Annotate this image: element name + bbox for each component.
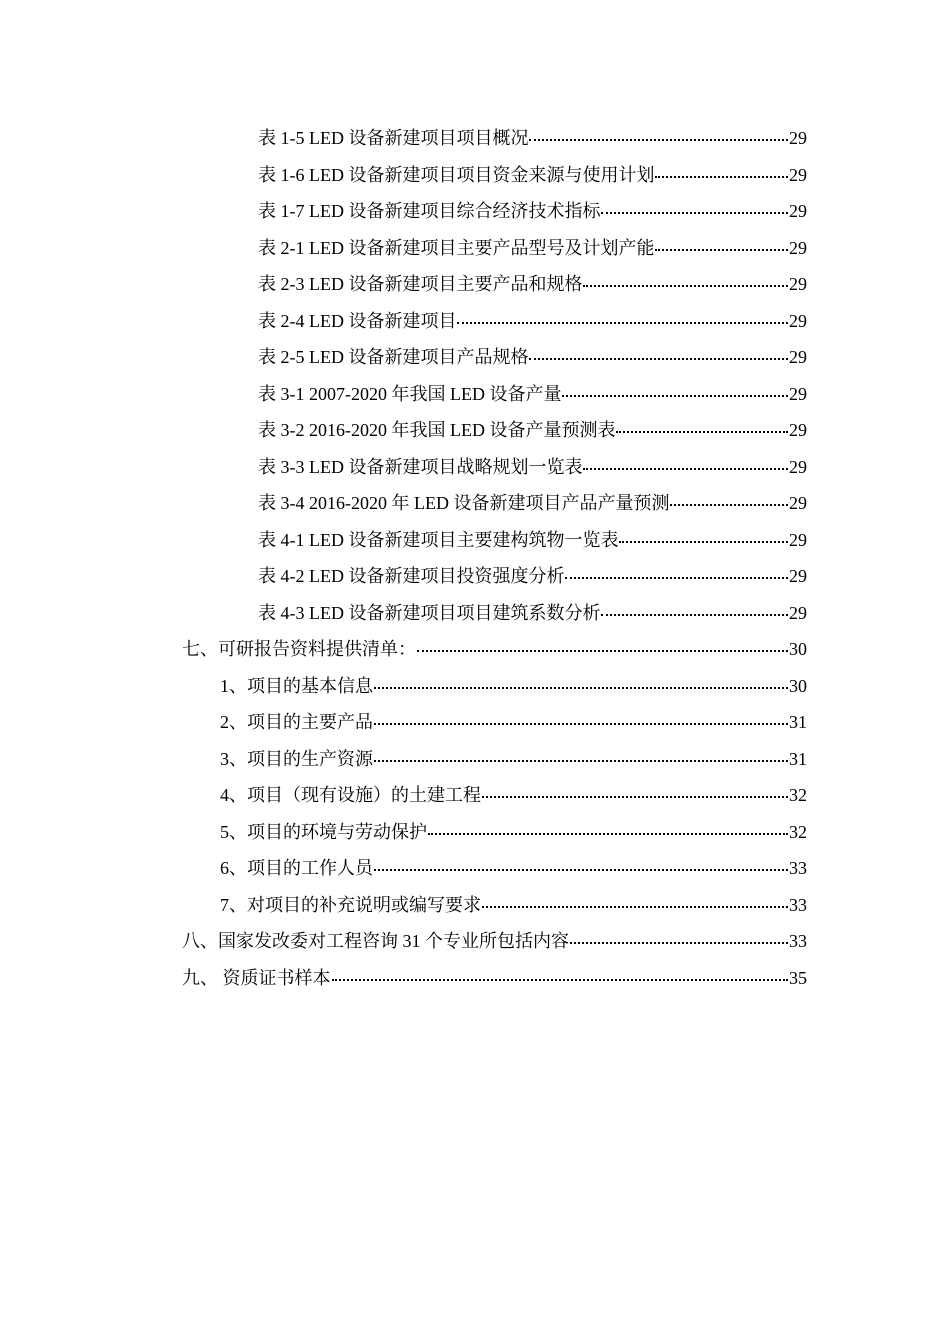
toc-leader-dots: [601, 212, 788, 214]
toc-page-number: 30: [789, 675, 807, 696]
toc-entry[interactable]: [258, 266, 807, 303]
toc-entry-label: 表 3-4 2016-2020 年 LED 设备新建项目产品产量预测: [258, 493, 670, 513]
toc-section-entry[interactable]: [182, 923, 807, 960]
toc-page-number: 29: [789, 201, 807, 221]
toc-entry[interactable]: [220, 668, 807, 705]
toc-page-number: 29: [789, 274, 807, 294]
toc-entry[interactable]: [258, 485, 807, 522]
toc-leader-dots: [655, 176, 788, 178]
toc-entry-label: 4、项目（现有设施）的土建工程: [220, 785, 481, 805]
toc-page-number: 33: [789, 894, 807, 915]
toc-entry-label: 7、对项目的补充说明或编写要求: [220, 894, 481, 915]
toc-entry[interactable]: [258, 595, 807, 632]
toc-page-number: 29: [789, 566, 807, 586]
toc-leader-dots: [374, 723, 788, 725]
toc-leader-dots: [417, 650, 788, 652]
toc-leader-dots: [457, 322, 788, 324]
toc-section-entry[interactable]: [182, 960, 807, 997]
toc-entry-label: 表 3-1 2007-2020 年我国 LED 设备产量: [258, 383, 562, 404]
toc-entry-label: 表 4-3 LED 设备新建项目项目建筑系数分析: [258, 602, 601, 623]
toc-leader-dots: [562, 395, 788, 397]
toc-page-number: 35: [789, 967, 807, 988]
toc-entry-label: 表 1-7 LED 设备新建项目综合经济技术指标: [258, 201, 601, 221]
toc-entry[interactable]: [220, 777, 807, 814]
toc-entry-label: 表 1-5 LED 设备新建项目项目概况: [258, 128, 529, 148]
toc-entry-label: 九、 资质证书样本: [182, 967, 331, 988]
toc-page-number: 29: [789, 529, 807, 550]
toc-entry-label: 1、项目的基本信息: [220, 675, 373, 696]
toc-leader-dots: [670, 504, 788, 506]
toc-entry[interactable]: [220, 741, 807, 778]
toc-leader-dots: [428, 833, 788, 835]
toc-page-number: 33: [789, 858, 807, 878]
toc-page-number: 29: [789, 383, 807, 404]
toc-entry-label: 表 2-3 LED 设备新建项目主要产品和规格: [258, 274, 583, 294]
toc-entry-label: 表 2-5 LED 设备新建项目产品规格: [258, 347, 529, 367]
toc-entry[interactable]: [220, 887, 807, 924]
toc-page-number: 29: [789, 164, 807, 185]
toc-page-number: 30: [789, 639, 807, 659]
toc-leader-dots: [616, 431, 788, 433]
toc-entry-label: 2、项目的主要产品: [220, 712, 373, 732]
toc-page-number: 29: [789, 602, 807, 623]
toc-entry-label: 表 3-2 2016-2020 年我国 LED 设备产量预测表: [258, 420, 616, 440]
toc-entry[interactable]: [258, 193, 807, 230]
toc-page-number: 29: [789, 237, 807, 258]
toc-leader-dots: [601, 614, 788, 616]
toc-entry[interactable]: [258, 376, 807, 413]
toc-entry[interactable]: [258, 303, 807, 340]
toc-leader-dots: [565, 577, 788, 579]
toc-entry-label: 5、项目的环境与劳动保护: [220, 821, 427, 842]
toc-leader-dots: [332, 979, 789, 981]
toc-entry[interactable]: [258, 120, 807, 157]
toc-entry[interactable]: [220, 704, 807, 741]
toc-page-number: 29: [789, 420, 807, 440]
toc-page-number: 32: [789, 785, 807, 805]
toc-page-number: 33: [789, 931, 807, 951]
toc-leader-dots: [374, 760, 788, 762]
toc-page-number: 29: [789, 456, 807, 477]
toc-entry-label: 表 3-3 LED 设备新建项目战略规划一览表: [258, 456, 583, 477]
toc-entry-label: 表 2-4 LED 设备新建项目: [258, 310, 457, 331]
toc-entry[interactable]: [258, 157, 807, 194]
toc-leader-dots: [529, 358, 788, 360]
toc-leader-dots: [529, 139, 788, 141]
toc-entry[interactable]: [258, 339, 807, 376]
toc-entry-label: 七、可研报告资料提供清单：: [182, 639, 416, 659]
toc-entry[interactable]: [258, 230, 807, 267]
toc-page-number: 29: [789, 347, 807, 367]
toc-leader-dots: [570, 942, 788, 944]
toc-entry-label: 表 4-2 LED 设备新建项目投资强度分析: [258, 566, 565, 586]
toc-leader-dots: [482, 796, 788, 798]
toc-page-number: 29: [789, 493, 807, 513]
toc-page-number: 29: [789, 310, 807, 331]
toc-leader-dots: [619, 541, 788, 543]
toc-leader-dots: [655, 249, 788, 251]
toc-leader-dots: [482, 906, 788, 908]
toc-leader-dots: [583, 285, 788, 287]
toc-entry-label: 八、国家发改委对工程咨询 31 个专业所包括内容: [182, 931, 569, 951]
toc-leader-dots: [583, 468, 788, 470]
toc-entry-label: 表 1-6 LED 设备新建项目项目资金来源与使用计划: [258, 164, 655, 185]
toc-section-entry[interactable]: [182, 631, 807, 668]
toc-leader-dots: [374, 687, 788, 689]
toc-leader-dots: [374, 869, 788, 871]
toc-entry-label: 6、项目的工作人员: [220, 858, 373, 878]
toc-entry[interactable]: [258, 558, 807, 595]
toc-page-number: 31: [789, 748, 807, 769]
toc-entry-label: 表 4-1 LED 设备新建项目主要建构筑物一览表: [258, 529, 619, 550]
toc-entry[interactable]: [220, 814, 807, 851]
toc-page-number: 29: [789, 128, 807, 148]
toc-entry[interactable]: [258, 412, 807, 449]
toc-entry[interactable]: [258, 449, 807, 486]
toc-entry-label: 3、项目的生产资源: [220, 748, 373, 769]
toc-entry[interactable]: [258, 522, 807, 559]
toc-page-number: 31: [789, 712, 807, 732]
toc-page-number: 32: [789, 821, 807, 842]
toc-entry-label: 表 2-1 LED 设备新建项目主要产品型号及计划产能: [258, 237, 655, 258]
toc-entry[interactable]: [220, 850, 807, 887]
